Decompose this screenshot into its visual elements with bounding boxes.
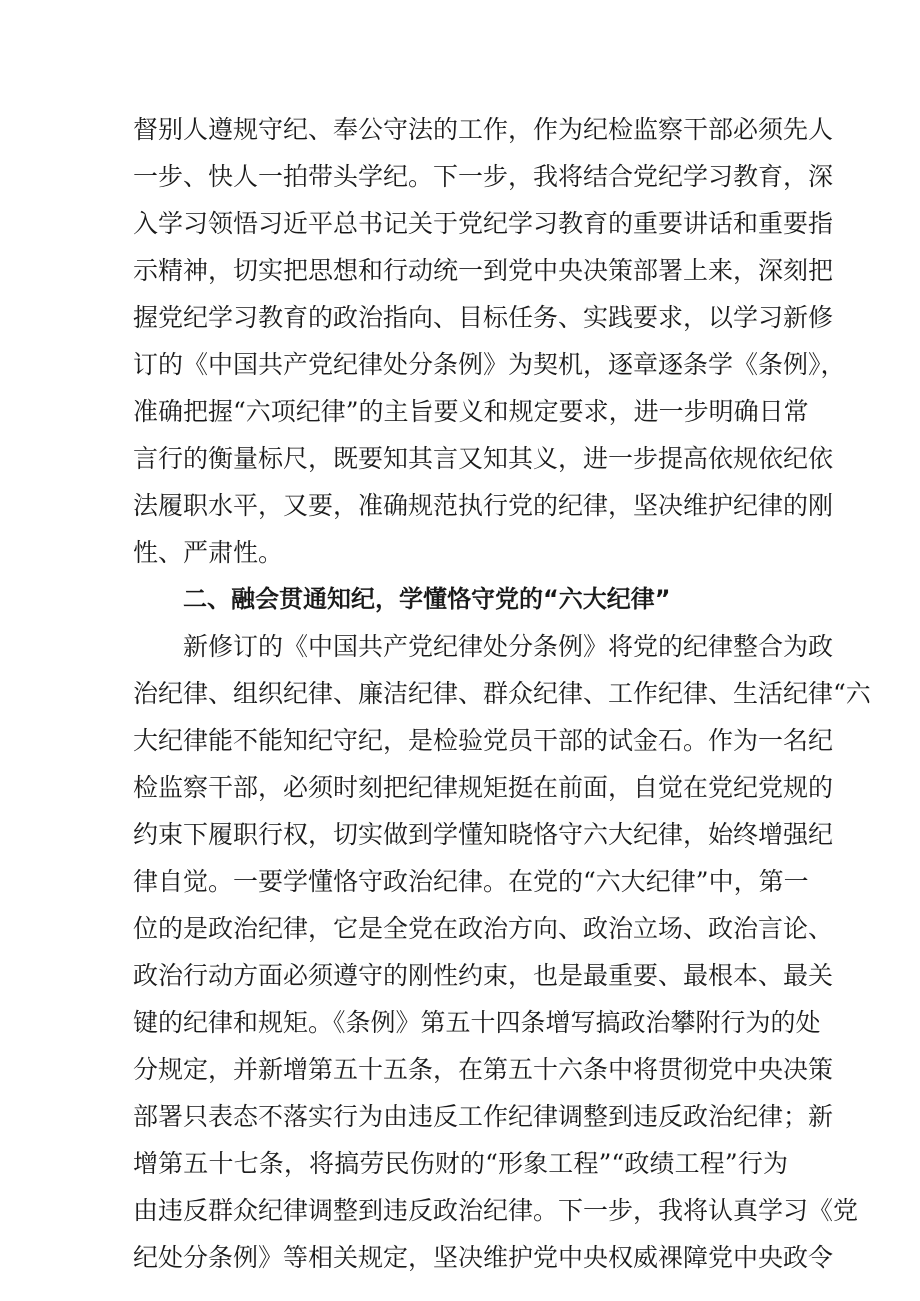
paragraph-2-line-7: 位的是政治纪律，它是全党在政治方向、政治立场、政治言论、 bbox=[133, 914, 834, 943]
paragraph-1-line-7: 准确把握“六项纪律”的主旨要义和规定要求，进一步明确日常 bbox=[133, 397, 809, 426]
paragraph-2-line-4: 检监察干部，必须时刻把纪律规矩挺在前面，自觉在党纪党规的 bbox=[133, 773, 834, 802]
section-heading-2: 二、融会贯通知纪，学懂恪守党的“六大纪律” bbox=[183, 585, 671, 613]
paragraph-2-line-12: 增第五十七条，将搞劳民伤财的“形象工程”“政绩工程”行为 bbox=[133, 1149, 788, 1178]
paragraph-2-line-14: 纪处分条例》等相关规定，坚决维护党中央权威祼障党中央政令 bbox=[133, 1243, 834, 1272]
paragraph-1-line-8: 言行的衡量标尺，既要知其言又知其义，进一步提高依规依纪依 bbox=[133, 444, 834, 473]
paragraph-2-line-1: 新修订的《中国共产党纪律处分条例》将党的纪律整合为政 bbox=[183, 632, 834, 661]
paragraph-1-line-4: 示精神，切实把思想和行动统一到党中央决策部署上来，深刻把 bbox=[133, 256, 834, 285]
paragraph-1-line-5: 握党纪学习教育的政治指向、目标任务、实践要求，以学习新修 bbox=[133, 303, 834, 332]
paragraph-2-line-10: 分规定，并新增第五十五条，在第五十六条中将贯彻党中央决策 bbox=[133, 1055, 834, 1084]
paragraph-2-line-6: 律自觉。一要学懂恪守政治纪律。在党的“六大纪律”中，第一 bbox=[133, 867, 809, 896]
paragraph-2-line-11: 部署只表态不落实行为由违反工作纪律调整到违反政治纪律；新 bbox=[133, 1102, 834, 1131]
paragraph-2-line-9: 键的纪律和规矩。《条例》第五十四条增写搞政治攀附行为的处 bbox=[133, 1008, 821, 1037]
paragraph-2-line-5: 约束下履职行权，切实做到学懂知晓恪守六大纪律，始终增强纪 bbox=[133, 820, 834, 849]
paragraph-1-line-10: 性、严肃性。 bbox=[133, 538, 284, 567]
paragraph-2-line-13: 由违反群众纪律调整到违反政治纪律。下一步，我将认真学习《党 bbox=[133, 1196, 859, 1225]
paragraph-1-line-2: 一步、快人一拍带头学纪。下一步，我将结合党纪学习教育，深 bbox=[133, 162, 834, 191]
paragraph-1-line-6: 订的《中国共产党纪律处分条例》为契机，逐章逐条学《条例》， bbox=[133, 350, 846, 379]
paragraph-2-line-2: 治纪律、组织纪律、廉洁纪律、群众纪律、工作纪律、生活纪律“六 bbox=[133, 679, 871, 708]
paragraph-1-line-9: 法履职水平，又要，准确规范执行党的纪律，坚决维护纪律的刚 bbox=[133, 491, 834, 520]
paragraph-2-line-3: 大纪律能不能知纪守纪，是检验党员干部的试金石。作为一名纪 bbox=[133, 726, 834, 755]
document-body bbox=[133, 106, 871, 1281]
paragraph-2-line-8: 政治行动方面必须遵守的刚性约束，也是最重要、最根本、最关 bbox=[133, 961, 834, 990]
paragraph-1-line-1: 督别人遵规守纪、奉公守法的工作，作为纪检监察干部必须先人 bbox=[133, 115, 834, 144]
paragraph-1-line-3: 入学习领悟习近平总书记关于党纪学习教育的重要讲话和重要指 bbox=[133, 209, 834, 238]
